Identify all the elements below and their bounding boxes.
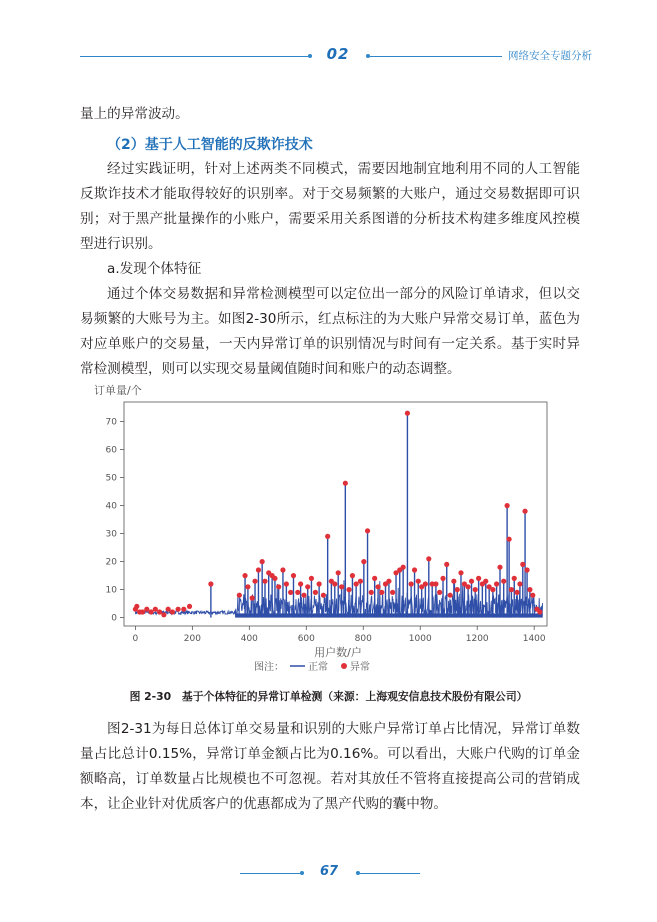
anomaly-point <box>416 579 421 584</box>
anomaly-point <box>242 573 247 578</box>
anomaly-point <box>291 573 296 578</box>
subsection-heading: （2）基于人工智能的反欺诈技术 <box>107 137 313 153</box>
anomaly-point <box>176 607 181 612</box>
legend-anomaly-swatch <box>341 663 347 669</box>
anomaly-point <box>524 567 529 572</box>
x-tick-label: 200 <box>183 634 201 644</box>
chapter-number: 02 <box>326 45 350 63</box>
x-tick-label: 400 <box>240 634 258 644</box>
x-tick-label: 1400 <box>522 634 546 644</box>
legend-title: 图注： <box>254 662 284 673</box>
plot-frame <box>124 402 547 626</box>
paragraph-continuation: 量上的异常波动。 <box>80 106 189 122</box>
anomaly-point <box>522 509 527 514</box>
anomaly-point <box>473 587 478 592</box>
anomaly-point <box>321 593 326 598</box>
x-tick-label: 1000 <box>408 634 432 644</box>
anomaly-point <box>245 584 250 589</box>
footer-dot-left <box>300 871 304 875</box>
x-tick-label: 1200 <box>465 634 489 644</box>
anomaly-point <box>458 570 463 575</box>
anomaly-point <box>537 609 542 614</box>
footer-line-left <box>240 873 300 874</box>
anomaly-point <box>412 567 417 572</box>
anomaly-point <box>517 581 522 586</box>
anomaly-point <box>379 590 384 595</box>
anomaly-point <box>181 607 186 612</box>
header-line-left <box>80 56 308 57</box>
anomaly-point <box>153 607 158 612</box>
anomaly-point <box>497 565 502 570</box>
anomaly-point <box>313 590 318 595</box>
page-number: 67 <box>319 864 339 879</box>
anomaly-point <box>187 604 192 609</box>
anomaly-point <box>505 503 510 508</box>
anomaly-point <box>166 607 171 612</box>
anomaly-point <box>455 587 460 592</box>
anomaly-point <box>483 579 488 584</box>
anomaly-point <box>237 593 242 598</box>
paragraph-daily-summary: 图2-31为每日总体订单交易量和识别的大账户异常订单占比情况，异常订单数量占比总计0.15%，异常订单金额占比为0.16%。可以看出，大账户代购的订单金额略高，订单数量占比规模也不可忽视。若对其放任不管将直接提高公司的营销成本，让企业针对优质客户的优惠都成为了黑产代购的囊中物。 <box>80 721 580 812</box>
x-tick-label: 600 <box>297 634 315 644</box>
figure-caption: 图 2-30 基于个体特征的异常订单检测（来源：上海观安信息技术股份有限公司） <box>129 690 528 703</box>
anomaly-point <box>336 570 341 575</box>
anomaly-point <box>272 576 277 581</box>
anomaly-point <box>280 567 285 572</box>
y-tick-label: 0 <box>111 613 117 624</box>
paragraph-ai-antifraud: 经过实践证明，针对上述两类不同模式，需要因地制宜地利用不同的人工智能反欺诈技术才能取得较好的识别率。对于交易频繁的大账户，通过交易数据即可识别；对于黑产批量操作的小账户，需要采用关系图谱的分析技术构建多维度风控模型进行识别。 <box>80 161 580 252</box>
anomaly-point <box>375 584 380 589</box>
anomaly-point <box>476 576 481 581</box>
anomaly-point <box>288 590 293 595</box>
anomaly-point <box>365 528 370 533</box>
header-line-right <box>370 56 502 57</box>
anomaly-point <box>298 581 303 586</box>
anomaly-point <box>309 576 314 581</box>
y-tick-label: 60 <box>105 445 117 456</box>
anomaly-point <box>423 581 428 586</box>
anomaly-point <box>509 587 514 592</box>
anomaly-point <box>301 593 306 598</box>
anomaly-point <box>346 587 351 592</box>
anomaly-point <box>148 609 153 614</box>
paragraph-item-a: a.发现个体特征 <box>107 261 202 277</box>
anomaly-point <box>262 579 267 584</box>
legend-anomaly-label: 异常 <box>350 662 370 673</box>
anomaly-point <box>465 584 470 589</box>
anomaly-point <box>140 609 145 614</box>
y-tick-label: 70 <box>105 417 117 428</box>
anomaly-point <box>433 581 438 586</box>
anomaly-point <box>325 534 330 539</box>
anomaly-point <box>469 579 474 584</box>
footer-line-right <box>360 873 420 874</box>
anomaly-point <box>161 612 166 617</box>
paragraph-individual-features: 通过个体交易数据和异常检测模型可以定位出一部分的风险订单请求，但以交易频繁的大账号为主。如图2-30所示，红点标注的为大账户异常交易订单，蓝色为对应单账户的交易量，一天内异常订单的识别情况与时间有一定关系。基于实时异常检测模型，则可以实现交易量阈值随时间和账户的动态调整。 <box>80 286 580 377</box>
anomaly-point <box>405 411 410 416</box>
anomaly-point <box>386 579 391 584</box>
anomaly-point <box>507 537 512 542</box>
anomaly-point <box>514 590 519 595</box>
anomaly-point <box>134 604 139 609</box>
anomaly-point <box>276 584 281 589</box>
anomaly-point <box>250 595 255 600</box>
y-tick-label: 20 <box>105 557 117 568</box>
legend-normal-label: 正常 <box>308 662 328 673</box>
anomaly-point <box>448 593 453 598</box>
header-dot-left <box>308 54 312 58</box>
y-tick-label: 50 <box>105 473 117 484</box>
anomaly-point <box>512 576 517 581</box>
anomaly-point <box>358 579 363 584</box>
anomaly-series-layer <box>133 411 543 618</box>
section-title: 网络安全专题分析 <box>508 50 592 62</box>
anomaly-point <box>494 581 499 586</box>
anomaly-point <box>252 579 257 584</box>
anomaly-point <box>295 590 300 595</box>
y-tick-label: 30 <box>105 529 117 540</box>
anomaly-point <box>369 590 374 595</box>
anomaly-point <box>317 581 322 586</box>
anomaly-point <box>260 559 265 564</box>
anomaly-point <box>520 562 525 567</box>
anomaly-point <box>144 607 149 612</box>
anomaly-point <box>332 581 337 586</box>
anomaly-point <box>208 581 213 586</box>
anomaly-point <box>284 581 289 586</box>
anomaly-point <box>501 579 506 584</box>
chart-legend <box>254 660 370 673</box>
y-tick-label: 10 <box>105 585 117 596</box>
anomaly-order-chart <box>0 378 657 678</box>
anomaly-point <box>157 609 162 614</box>
anomaly-point <box>530 593 535 598</box>
anomaly-point <box>339 584 344 589</box>
anomaly-point <box>426 556 431 561</box>
anomaly-point <box>409 581 414 586</box>
anomaly-point <box>170 609 175 614</box>
anomaly-point <box>361 559 366 564</box>
y-axis-label: 订单量/个 <box>94 384 142 397</box>
anomaly-point <box>437 590 442 595</box>
anomaly-point <box>256 567 261 572</box>
anomaly-point <box>490 587 495 592</box>
x-tick-label: 0 <box>132 634 139 644</box>
anomaly-point <box>527 587 532 592</box>
anomaly-point <box>350 573 355 578</box>
anomaly-point <box>440 576 445 581</box>
anomaly-point <box>444 562 449 567</box>
anomaly-point <box>451 579 456 584</box>
anomaly-point <box>390 590 395 595</box>
anomaly-point <box>354 581 359 586</box>
anomaly-point <box>305 584 310 589</box>
anomaly-point <box>343 481 348 486</box>
x-axis-label: 用户数/户 <box>314 646 362 659</box>
x-tick-label: 800 <box>354 634 372 644</box>
y-tick-label: 40 <box>105 501 117 512</box>
anomaly-point <box>372 576 377 581</box>
anomaly-point <box>401 565 406 570</box>
